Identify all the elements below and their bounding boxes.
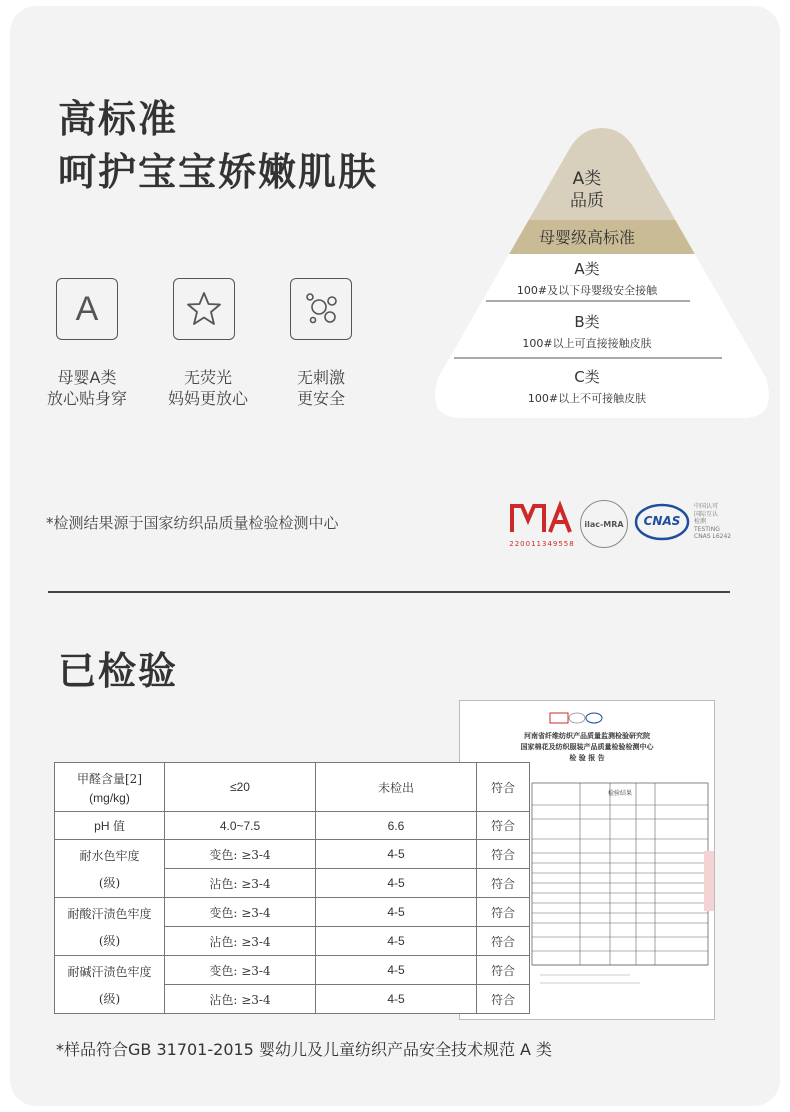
item-name: 耐碱汗渍色牢度 [67, 964, 152, 979]
requirement-cell: 变色: ≥3-4 [165, 956, 316, 985]
test-results-table [54, 762, 530, 1014]
feature-2-text [148, 367, 268, 409]
requirement-cell: 沾色: ≥3-4 [165, 927, 316, 956]
cnas-side-text [694, 503, 731, 541]
pyramid-tier-c [487, 366, 687, 406]
letter-a-glyph: A [75, 289, 99, 328]
table-row [55, 812, 530, 840]
quality-pyramid [432, 128, 772, 418]
ilac-logo [580, 500, 628, 548]
requirement-cell: 沾色: ≥3-4 [165, 985, 316, 1014]
result-cell: 6.6 [316, 812, 477, 840]
feature-3-text [261, 367, 381, 409]
standard-note: *样品符合GB 31701-2015 婴幼儿及儿童纺织产品安全技术规范 A 类 [56, 1040, 553, 1059]
result-cell: 4-5 [316, 985, 477, 1014]
cnas-label: CNAS [643, 514, 681, 528]
report-doc-title: 检 验 报 告 [569, 754, 605, 762]
verdict-cell: 符合 [477, 927, 530, 956]
result-cell: 4-5 [316, 869, 477, 898]
feature-3-line1: 无刺激 [296, 368, 345, 387]
table-row [55, 840, 530, 869]
item-unit: (mg/kg) [89, 790, 130, 805]
feature-1-line1: 母婴A类 [57, 368, 117, 387]
feature-1-text [27, 367, 147, 409]
source-note: *检测结果源于国家纺织品质量检验检测中心 [46, 514, 339, 532]
feature-3-line2: 更安全 [296, 389, 345, 408]
ma-logo [508, 500, 576, 548]
pyramid-top-line1: A类 [572, 169, 602, 189]
pyramid-banner: 母婴级高标准 [538, 228, 635, 247]
section-divider [48, 591, 730, 593]
cnas-logo [634, 502, 690, 542]
verdict-cell: 符合 [477, 812, 530, 840]
letter-a-icon [56, 278, 118, 340]
tier-c-desc: 100#以上不可接触皮肤 [527, 392, 647, 405]
table-row [55, 898, 530, 927]
pyramid-tier-a [487, 258, 687, 298]
pyramid-top-line2: 品质 [570, 191, 604, 211]
pyramid-top-text [487, 168, 687, 212]
result-cell: 未检出 [316, 763, 477, 812]
cnas-side-cn: 中国认可 [694, 503, 719, 510]
verdict-cell: 符合 [477, 956, 530, 985]
item-cell [55, 956, 165, 1014]
item-cell [55, 840, 165, 898]
tier-a-desc: 100#及以下母婴级安全接触 [516, 284, 658, 297]
cnas-side-cn3: 检测 [694, 518, 707, 525]
item-cell [55, 763, 165, 812]
tier-a-title: A类 [574, 260, 600, 278]
section2-title: 已检验 [58, 649, 179, 693]
headline-line1: 高标准 [58, 97, 179, 141]
report-institute: 河南省纤维纺织产品质量监测检验研究院 [524, 732, 650, 740]
cnas-code: CNAS L6242 [694, 533, 732, 540]
ilac-label: ilac-MRA [584, 519, 624, 529]
headline-line2: 呵护宝宝娇嫩肌肤 [58, 150, 379, 194]
verdict-cell: 符合 [477, 763, 530, 812]
star-icon [173, 278, 235, 340]
requirement-cell: 变色: ≥3-4 [165, 898, 316, 927]
verdict-cell: 符合 [477, 869, 530, 898]
item-cell: pH 值 [55, 812, 165, 840]
verdict-cell: 符合 [477, 840, 530, 869]
item-cell [55, 898, 165, 956]
tier-b-desc: 100#以上可直接接触皮肤 [522, 337, 652, 350]
cnas-side-en: TESTING [694, 525, 720, 533]
feature-2-line1: 无荧光 [183, 368, 232, 387]
ma-number: 220011349558 [509, 540, 575, 548]
requirement-cell: ≤20 [165, 763, 316, 812]
result-cell: 4-5 [316, 840, 477, 869]
report-results-title: 检验结果 [607, 790, 632, 797]
feature-2-line2: 妈妈更放心 [167, 389, 248, 408]
item-name: 甲醛含量[2] [77, 771, 142, 786]
item-unit: (级) [98, 933, 121, 948]
verdict-cell: 符合 [477, 985, 530, 1014]
requirement-cell: 4.0~7.5 [165, 812, 316, 840]
bubbles-icon [290, 278, 352, 340]
tier-b-title: B类 [574, 313, 600, 331]
requirement-cell: 变色: ≥3-4 [165, 840, 316, 869]
table-row [55, 956, 530, 985]
item-unit: (级) [98, 991, 121, 1006]
table-row [55, 763, 530, 812]
tier-c-title: C类 [574, 368, 600, 386]
verdict-cell: 符合 [477, 898, 530, 927]
item-unit: (级) [98, 875, 121, 890]
cnas-side-cn2: 国际互认 [694, 510, 719, 518]
item-name: 耐酸汗渍色牢度 [67, 906, 152, 921]
feature-1-line2: 放心贴身穿 [46, 389, 127, 408]
requirement-cell: 沾色: ≥3-4 [165, 869, 316, 898]
result-cell: 4-5 [316, 898, 477, 927]
pyramid-tier-b [487, 311, 687, 351]
item-name: 耐水色牢度 [79, 848, 140, 863]
result-cell: 4-5 [316, 927, 477, 956]
result-cell: 4-5 [316, 956, 477, 985]
report-center: 国家棉花及纺织服装产品质量检验检测中心 [520, 743, 654, 751]
